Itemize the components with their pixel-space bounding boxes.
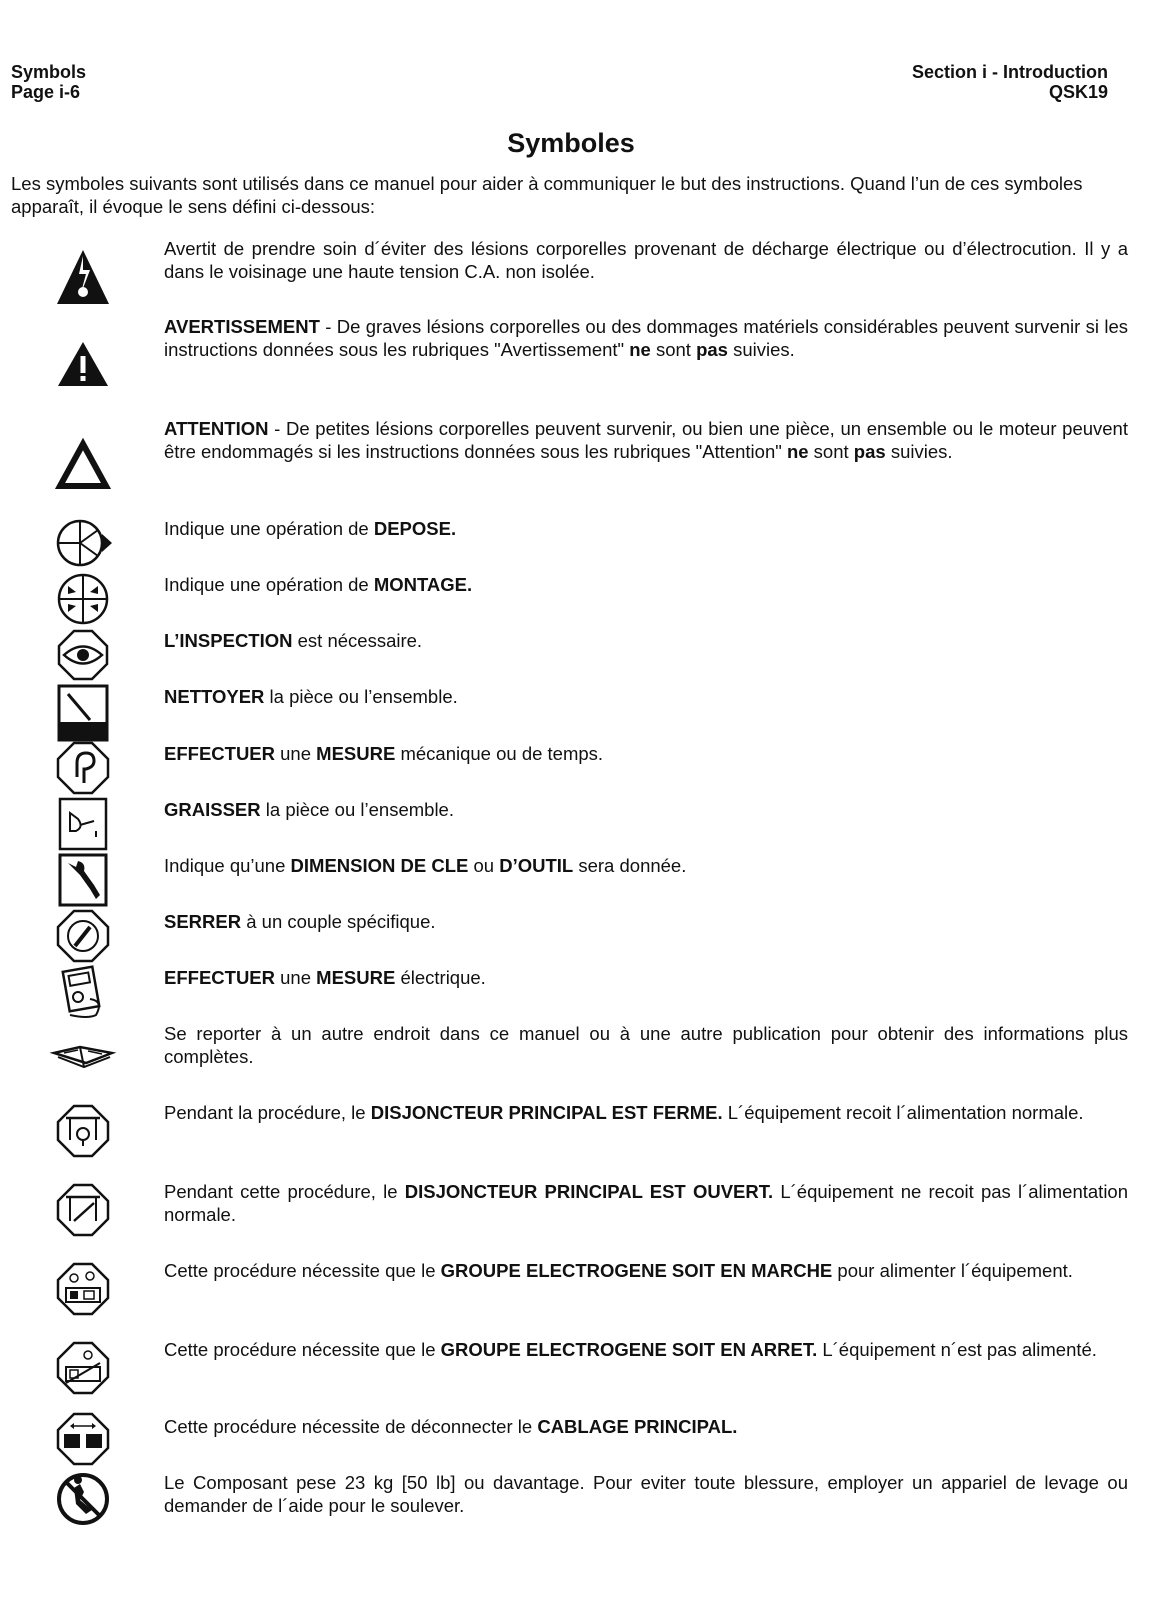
text-run: mécanique ou de temps. bbox=[395, 743, 604, 764]
symbol-description bbox=[164, 518, 1128, 541]
text-run: pour alimenter l´équipement. bbox=[832, 1260, 1073, 1281]
bold-text: NETTOYER bbox=[164, 686, 265, 707]
page-title: Symboles bbox=[507, 128, 635, 158]
symbol-description bbox=[164, 1339, 1128, 1362]
symbol-description bbox=[164, 855, 1128, 878]
bold-text: DIMENSION DE CLE bbox=[290, 855, 469, 876]
text-run: Indique une opération de bbox=[164, 518, 374, 539]
symbol-description bbox=[164, 418, 1128, 463]
symbol-description bbox=[164, 911, 1128, 934]
header-section-title: Section i - Introduction bbox=[912, 62, 1108, 82]
breaker-closed-icon bbox=[50, 1098, 116, 1164]
text-run: Cette procédure nécessite que le bbox=[164, 1260, 441, 1281]
symbol-description bbox=[164, 799, 1128, 822]
bold-text: pas bbox=[853, 440, 886, 462]
bold-text: DISJONCTEUR PRINCIPAL EST FERME. bbox=[370, 1102, 723, 1123]
text-run: Indique une opération de bbox=[164, 574, 374, 595]
text-run: sera donnée. bbox=[573, 855, 687, 876]
header-model: QSK19 bbox=[1048, 82, 1108, 102]
bold-text: GROUPE ELECTROGENE SOIT EN ARRET. bbox=[440, 1339, 818, 1360]
reference-book-icon bbox=[50, 1023, 116, 1089]
bold-text: D’OUTIL bbox=[499, 855, 574, 876]
text-run: Avertit de prendre soin d´éviter des lésions corporelles provenant de décharge électrique ou d’électrocution. Il y a dans le voisinage une haute tension C.A. non isolée. bbox=[164, 238, 1128, 282]
header-right bbox=[912, 62, 1108, 102]
bold-text: ATTENTION bbox=[164, 418, 269, 439]
text-run: à un couple spécifique. bbox=[241, 911, 436, 932]
bold-text: CABLAGE PRINCIPAL. bbox=[537, 1416, 738, 1437]
text-run: sont bbox=[650, 338, 697, 360]
text-run: - De petites lésions corporelles peuvent survenir, ou bien une pièce, un ensemble ou le moteur peuvent être endommagés si les instructions données sous les rubriques "Attention" bbox=[164, 418, 1128, 462]
text-run: L´équipement n´est pas alimenté. bbox=[817, 1339, 1097, 1360]
text-run: une bbox=[275, 967, 317, 988]
text-run: L´équipement recoit l´alimentation normale. bbox=[722, 1102, 1084, 1123]
bold-text: EFFECTUER bbox=[164, 967, 275, 988]
symbol-description bbox=[164, 1472, 1128, 1517]
inspection-eye-icon bbox=[50, 622, 116, 688]
text-run: la pièce ou l’ensemble. bbox=[264, 686, 458, 707]
bold-text: DEPOSE. bbox=[373, 518, 457, 539]
symbol-description bbox=[164, 316, 1128, 361]
symbol-description bbox=[164, 686, 1128, 709]
symbol-description bbox=[164, 1023, 1128, 1068]
bold-text: GROUPE ELECTROGENE SOIT EN MARCHE bbox=[440, 1260, 833, 1281]
text-run: suivies. bbox=[727, 338, 795, 360]
generator-running-icon bbox=[50, 1256, 116, 1322]
text-run: - De graves lésions corporelles ou des dommages matériels considérables peuvent survenir si les instructions données sous les rubriques "Avertissement" bbox=[164, 316, 1128, 360]
bold-text: EFFECTUER bbox=[164, 743, 275, 764]
symbol-description bbox=[164, 1102, 1128, 1125]
bold-text: ne bbox=[629, 338, 651, 360]
electrical-measure-icon bbox=[50, 959, 116, 1025]
text-run: Pendant cette procédure, le bbox=[164, 1181, 405, 1202]
text-run: la pièce ou l’ensemble. bbox=[260, 799, 454, 820]
symbol-description bbox=[164, 238, 1128, 283]
symbol-description bbox=[164, 743, 1128, 766]
text-run: Cette procédure nécessite de déconnecter le bbox=[164, 1416, 538, 1437]
text-run: est nécessaire. bbox=[292, 630, 423, 651]
bold-text: GRAISSER bbox=[164, 799, 261, 820]
electrical-hazard-icon bbox=[50, 244, 116, 310]
bold-text: DISJONCTEUR PRINCIPAL EST OUVERT. bbox=[404, 1181, 774, 1202]
bold-text: SERRER bbox=[164, 911, 242, 932]
symbol-description bbox=[164, 1416, 1128, 1439]
text-run: ou bbox=[468, 855, 500, 876]
text-run: Se reporter à un autre endroit dans ce manuel ou à une autre publication pour obtenir des informations plus complètes. bbox=[164, 1023, 1128, 1067]
bold-text: MONTAGE. bbox=[373, 574, 473, 595]
symbol-description bbox=[164, 630, 1128, 653]
symbol-description bbox=[164, 967, 1128, 990]
bold-text: MESURE bbox=[316, 743, 396, 764]
text-run: une bbox=[275, 743, 317, 764]
text-run: Cette procédure nécessite que le bbox=[164, 1339, 441, 1360]
symbol-description bbox=[164, 1260, 1128, 1283]
bold-text: ne bbox=[786, 440, 809, 462]
bold-text: L’INSPECTION bbox=[164, 630, 293, 651]
warning-triangle-icon bbox=[50, 330, 116, 396]
text-run: L´équipement ne recoit pas l´alimentation normale. bbox=[164, 1181, 1129, 1225]
breaker-open-icon bbox=[50, 1177, 116, 1243]
generator-stopped-icon bbox=[50, 1335, 116, 1401]
text-run: Indique qu’une bbox=[164, 855, 291, 876]
header-page-number: Page i-6 bbox=[11, 82, 81, 102]
text-run: Le Composant pese 23 kg [50 lb] ou davantage. Pour eviter toute blessure, employer un appariel de levage ou demander de l´aide pour le soulever. bbox=[164, 1472, 1128, 1516]
text-run: électrique. bbox=[395, 967, 486, 988]
bold-text: pas bbox=[696, 338, 728, 360]
header-section-name: Symbols bbox=[11, 62, 87, 82]
bold-text: MESURE bbox=[316, 967, 396, 988]
bold-text: AVERTISSEMENT bbox=[164, 316, 320, 337]
text-run: sont bbox=[808, 440, 854, 462]
caution-triangle-icon bbox=[50, 430, 116, 496]
heavy-lift-icon bbox=[50, 1466, 116, 1532]
text-run: suivies. bbox=[885, 440, 953, 462]
text-run: Pendant la procédure, le bbox=[164, 1102, 371, 1123]
main-cable-disconnect-icon bbox=[50, 1406, 116, 1472]
header-left bbox=[11, 62, 86, 102]
symbol-description bbox=[164, 574, 1128, 597]
symbol-description bbox=[164, 1181, 1128, 1226]
intro-paragraph: Les symboles suivants sont utilisés dans ce manuel pour aider à communiquer le but des instructions. Quand l’un de ces symboles apparaît, il évoque le sens défini ci-dessous: bbox=[11, 173, 1083, 217]
